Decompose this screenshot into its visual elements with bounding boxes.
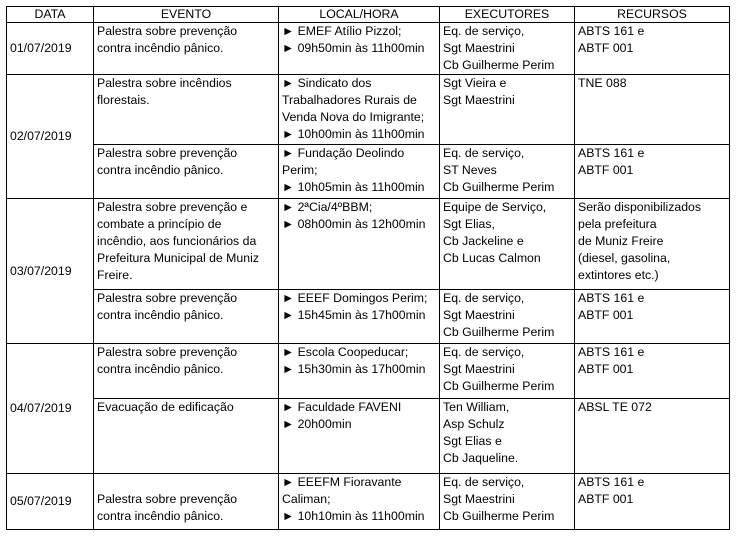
local-cell: ► EEEFM Fioravante Caliman; ► 10h10min às 11h00min	[279, 474, 440, 530]
executores-cell: Eq. de serviço, Sgt Maestrini Cb Guilherme Perim	[440, 290, 575, 344]
table-row	[7, 23, 730, 75]
local-cell: ► 2ªCia/4ºBBM; ► 08h00min às 12h00min	[279, 199, 440, 290]
recursos-cell: Serão disponibilizados pela prefeitura de Muniz Freire (diesel, gasolina, extintores etc.)	[575, 199, 730, 290]
executores-cell: Eq. de serviço, Sgt Maestrini Cb Guilherme Perim	[440, 344, 575, 399]
recursos-cell: ABTS 161 e ABTF 001	[575, 344, 730, 399]
date-cell: 04/07/2019	[7, 344, 94, 474]
recursos-cell: ABTS 161 e ABTF 001	[575, 474, 730, 530]
evento-cell: Palestra sobre incêndios florestais.	[94, 75, 279, 145]
table-row	[7, 474, 730, 530]
table-row	[7, 344, 730, 399]
table-row	[7, 199, 730, 290]
recursos-cell: ABTS 161 e ABTF 001	[575, 290, 730, 344]
table-row	[7, 145, 730, 199]
date-cell: 05/07/2019	[7, 474, 94, 530]
schedule-table	[6, 6, 730, 530]
date-cell: 03/07/2019	[7, 199, 94, 344]
evento-cell: Palestra sobre prevenção e combate a princípio de incêndio, aos funcionários da Prefeitura Municipal de Muniz Freire.	[94, 199, 279, 290]
local-cell: ► Sindicato dos Trabalhadores Rurais de Venda Nova do Imigrante; ► 10h00min às 11h00min	[279, 75, 440, 145]
recursos-cell: ABTS 161 e ABTF 001	[575, 23, 730, 75]
local-cell: ► Fundação Deolindo Perim; ► 10h05min às 11h00min	[279, 145, 440, 199]
evento-cell: Evacuação de edificação	[94, 399, 279, 474]
executores-cell: Eq. de serviço, ST Neves Cb Guilherme Perim	[440, 145, 575, 199]
evento-cell: Palestra sobre prevenção contra incêndio pânico.	[94, 474, 279, 530]
recursos-cell: ABTS 161 e ABTF 001	[575, 145, 730, 199]
executores-cell: Ten William, Asp Schulz Sgt Elias e Cb Jaqueline.	[440, 399, 575, 474]
local-cell: ► Faculdade FAVENI ► 20h00min	[279, 399, 440, 474]
header-row	[7, 7, 730, 23]
header-evento: EVENTO	[94, 7, 279, 23]
recursos-cell: ABSL TE 072	[575, 399, 730, 474]
executores-cell: Sgt Vieira e Sgt Maestrini	[440, 75, 575, 145]
local-cell: ► EMEF Atílio Pizzol; ► 09h50min às 11h00min	[279, 23, 440, 75]
table-row	[7, 399, 730, 474]
evento-cell: Palestra sobre prevenção contra incêndio pânico.	[94, 344, 279, 399]
date-cell: 01/07/2019	[7, 23, 94, 75]
executores-cell: Equipe de Serviço, Sgt Elias, Cb Jackeline e Cb Lucas Calmon	[440, 199, 575, 290]
executores-cell: Eq. de serviço, Sgt Maestrini Cb Guilherme Perim	[440, 474, 575, 530]
table-row	[7, 290, 730, 344]
header-recursos: RECURSOS	[575, 7, 730, 23]
evento-cell: Palestra sobre prevenção contra incêndio pânico.	[94, 145, 279, 199]
evento-cell: Palestra sobre prevenção contra incêndio pânico.	[94, 290, 279, 344]
local-cell: ► EEEF Domingos Perim; ► 15h45min às 17h00min	[279, 290, 440, 344]
local-cell: ► Escola Coopeducar; ► 15h30min às 17h00min	[279, 344, 440, 399]
executores-cell: Eq. de serviço, Sgt Maestrini Cb Guilherme Perim	[440, 23, 575, 75]
header-executores: EXECUTORES	[440, 7, 575, 23]
table-row	[7, 75, 730, 145]
evento-cell: Palestra sobre prevenção contra incêndio pânico.	[94, 23, 279, 75]
date-cell: 02/07/2019	[7, 75, 94, 199]
header-local-hora: LOCAL/HORA	[279, 7, 440, 23]
header-data: DATA	[7, 7, 94, 23]
recursos-cell: TNE 088	[575, 75, 730, 145]
